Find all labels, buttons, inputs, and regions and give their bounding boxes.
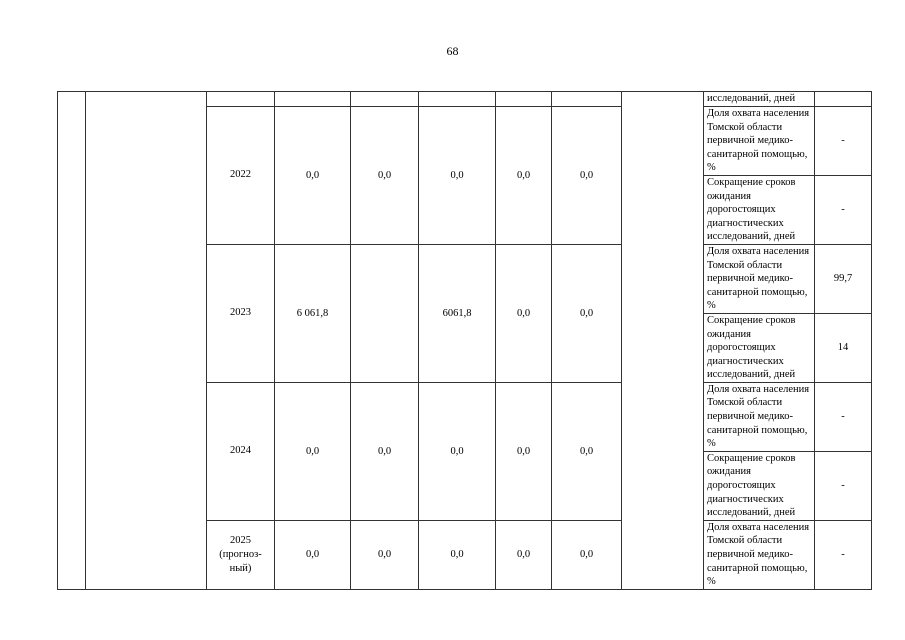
- executor-cell: [622, 92, 704, 590]
- year-cell: 2022: [207, 107, 275, 245]
- regional-cell: 6061,8: [419, 244, 496, 382]
- year-cell: 2024: [207, 382, 275, 520]
- year-cell: [207, 92, 275, 107]
- indicator-value-cell: 99,7: [815, 244, 872, 313]
- indicator-value-cell: -: [815, 451, 872, 520]
- total-cell: [275, 92, 351, 107]
- indicator-name-cell: Доля охвата населения Томской области первичной медико-санитарной помощью, %: [704, 107, 815, 176]
- other-cell: [552, 92, 622, 107]
- table-row: [58, 92, 872, 107]
- indicator-value-cell: 14: [815, 313, 872, 382]
- regional-cell: [419, 92, 496, 107]
- year-cell: 2023: [207, 244, 275, 382]
- federal-cell: 0,0: [351, 107, 419, 245]
- local-cell: 0,0: [496, 244, 552, 382]
- indicator-name-cell: Доля охвата населения Томской области первичной медико-санитарной помощью, %: [704, 382, 815, 451]
- indicator-name-cell: Сокращение сроков ожидания дорогостоящих диагностических исследований, дней: [704, 451, 815, 520]
- other-cell: 0,0: [552, 520, 622, 589]
- budget-table: [57, 91, 872, 590]
- total-cell: 0,0: [275, 520, 351, 589]
- indicator-value-cell: [815, 92, 872, 107]
- local-cell: [496, 92, 552, 107]
- local-cell: 0,0: [496, 520, 552, 589]
- federal-cell: 0,0: [351, 520, 419, 589]
- total-cell: 0,0: [275, 107, 351, 245]
- total-cell: 0,0: [275, 382, 351, 520]
- indicator-name-cell: исследований, дней: [704, 92, 815, 107]
- indicator-value-cell: -: [815, 175, 872, 244]
- page-number: 68: [446, 44, 459, 58]
- indicator-value-cell: -: [815, 520, 872, 589]
- federal-cell: 0,0: [351, 382, 419, 520]
- federal-cell: [351, 92, 419, 107]
- indicator-name-cell: Сокращение сроков ожидания дорогостоящих диагностических исследований, дней: [704, 313, 815, 382]
- regional-cell: 0,0: [419, 520, 496, 589]
- local-cell: 0,0: [496, 107, 552, 245]
- regional-cell: 0,0: [419, 107, 496, 245]
- local-cell: 0,0: [496, 382, 552, 520]
- indicator-value-cell: -: [815, 382, 872, 451]
- total-cell: 6 061,8: [275, 244, 351, 382]
- other-cell: 0,0: [552, 382, 622, 520]
- indicator-name-cell: Сокращение сроков ожидания дорогостоящих диагностических исследований, дней: [704, 175, 815, 244]
- other-cell: 0,0: [552, 107, 622, 245]
- regional-cell: 0,0: [419, 382, 496, 520]
- indicator-name-cell: Доля охвата населения Томской области первичной медико-санитарной помощью, %: [704, 244, 815, 313]
- measure-name-cell: [86, 92, 207, 590]
- other-cell: 0,0: [552, 244, 622, 382]
- year-cell: 2025 (прогноз-ный): [207, 520, 275, 589]
- indicator-name-cell: Доля охвата населения Томской области первичной медико-санитарной помощью, %: [704, 520, 815, 589]
- federal-cell: [351, 244, 419, 382]
- indicator-value-cell: -: [815, 107, 872, 176]
- number-cell: [58, 92, 86, 590]
